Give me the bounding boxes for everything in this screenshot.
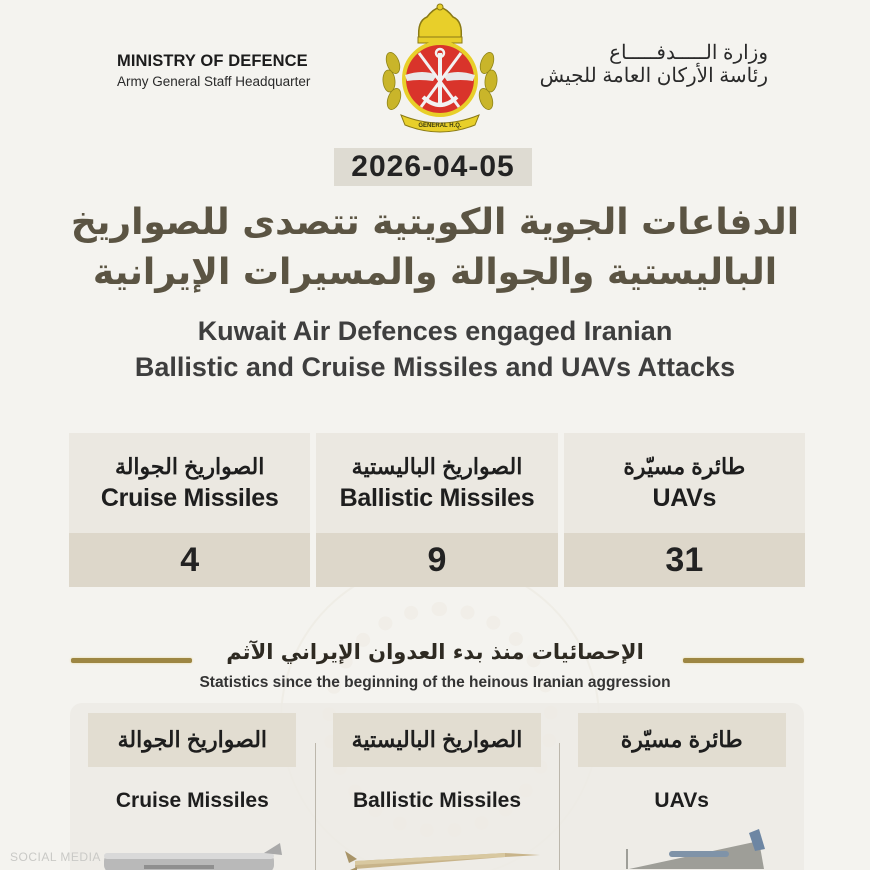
cum-label-ar: الصواريخ الباليستية: [333, 713, 541, 767]
stat-label: [69, 433, 310, 533]
cumulative-stats-panel: [70, 703, 804, 870]
cum-cruise-missiles: [70, 703, 315, 870]
headline-en-line1: Kuwait Air Defences engaged Iranian: [197, 316, 673, 346]
cruise-missile-icon: [84, 843, 294, 870]
ballistic-missile-icon: [335, 843, 545, 870]
army-emblem-icon: [375, 3, 505, 135]
section-title-en: Statistics since the beginning of the heinous Iranian aggression: [199, 674, 671, 691]
headline-ar-line1: الدفاعات الجوية الكويتية تتصدى للصواريخ: [70, 202, 800, 243]
stat-label: [564, 433, 805, 533]
gold-divider-left: [71, 658, 192, 663]
headline-ar-line2: الباليستية والجوالة والمسيرات الإيرانية: [92, 252, 778, 293]
gold-divider-right: [683, 658, 804, 663]
stat-label-ar: طائرة مسيّرة: [623, 453, 746, 479]
stat-label: [316, 433, 557, 533]
cum-label-en: Cruise Missiles: [115, 789, 269, 812]
headline-en-line2: Ballistic and Cruise Missiles and UAVs Attacks: [134, 352, 736, 382]
ministry-title-ar: وزارة الـــــدفـــــاع: [609, 42, 768, 64]
cum-label-en: Ballistic Missiles: [352, 789, 522, 812]
watermark-text: SOCIAL MEDIA: [10, 850, 101, 864]
headline-arabic: [60, 198, 810, 298]
ministry-subtitle-en: Army General Staff Headquarter: [117, 74, 311, 89]
header-english: [117, 52, 310, 89]
cum-uavs: [559, 703, 804, 870]
cum-label-en: UAVs: [654, 789, 709, 812]
daily-stats-table: [69, 433, 805, 587]
cum-label-ar: الصواريخ الجوالة: [88, 713, 296, 767]
stat-value: 4: [69, 533, 310, 587]
cumulative-section-header: [0, 640, 870, 670]
stat-label-en: Cruise Missiles: [100, 483, 279, 512]
stat-label-en: UAVs: [652, 483, 717, 512]
header-arabic: [540, 40, 768, 88]
stat-cruise-missiles: [69, 433, 310, 587]
section-title-ar: الإحصائيات منذ بدء العدوان الإيراني الآثم: [226, 640, 644, 664]
stat-value: 31: [564, 533, 805, 587]
stat-ballistic-missiles: [316, 433, 557, 587]
cum-ballistic-missiles: [315, 703, 560, 870]
stat-uavs: [564, 433, 805, 587]
ministry-subtitle-ar: رئاسة الأركان العامة للجيش: [539, 65, 768, 87]
cum-label-ar: طائرة مسيّرة: [578, 713, 786, 767]
uav-drone-icon: [609, 829, 779, 869]
ministry-title-en: MINISTRY OF DEFENCE: [117, 52, 308, 70]
date-badge: 2026-04-05: [334, 148, 532, 186]
headline-english: [40, 313, 830, 385]
stat-label-ar: الصواريخ الجوالة: [114, 453, 265, 479]
svg-text:GENERAL H.Q.: GENERAL H.Q.: [418, 123, 462, 129]
stat-value: 9: [316, 533, 557, 587]
stat-label-ar: الصواريخ الباليستية: [351, 453, 523, 479]
stat-label-en: Ballistic Missiles: [339, 483, 535, 512]
